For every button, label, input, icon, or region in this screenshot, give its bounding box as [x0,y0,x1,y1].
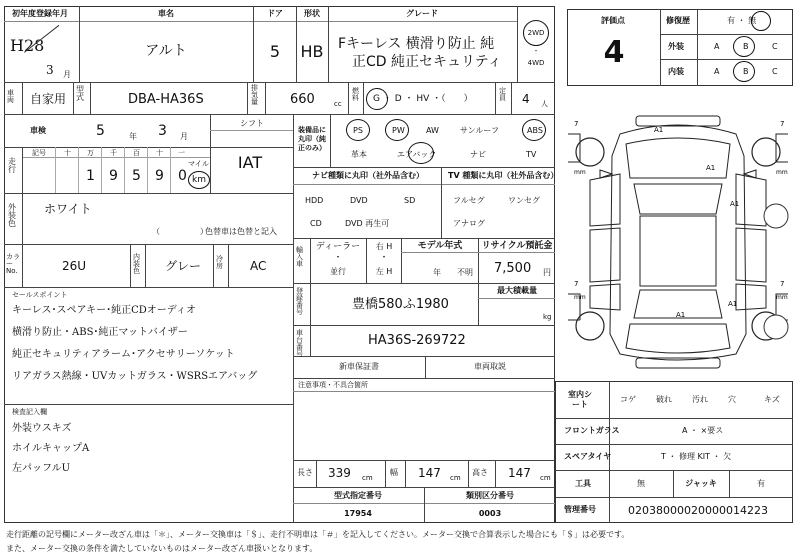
displacement-value: 660 [290,92,315,107]
model-label: 型式 [76,85,84,102]
score-value: 4 [603,35,625,70]
odometer-unit-2: 万 [87,149,94,157]
height-value: 147 [508,466,531,480]
odometer-digit-5: 0 [178,168,187,184]
reg-month: 3 [46,63,54,77]
owner-manual: 車両取説 [474,362,506,371]
use-label: 車両 [7,89,14,104]
odometer-unit-4: 百 [133,149,140,157]
color-no-value: 26U [62,259,87,273]
inspector-note-line: 左パッフルU [12,463,71,474]
ac-label: 冷房 [216,255,223,270]
equipment-option: PW [392,126,405,135]
exterior-grade-option: C [772,42,778,51]
exterior-grade-label: 外装 [668,42,684,51]
interior-b-circle [733,61,755,82]
notes-label: 注意事項・不具合箇所 [298,381,368,389]
color-change-note: 色替車は色替と記入 [205,227,277,236]
doors-label: ドア [267,9,283,18]
navi-type-label: ナビ種類に丸印（社外品含む） [312,171,424,180]
fuel-label: 燃料 [352,87,359,102]
capacity-label: 定員 [499,87,506,102]
chassis-label: 車台番号 [296,329,303,358]
max-load-label: 最大積載量 [497,286,537,295]
repair-label: 修復歴 [666,16,690,25]
inspector-notes-label: 検査記入欄 [12,408,47,416]
recycle-value: 7,500 [494,261,532,276]
km-label: km [192,175,206,185]
management-number-value: 02038000020000014223 [628,504,768,517]
sales-point-line: リアガラス熱線・UVカットガラス・WSRSエアバッグ [12,371,258,382]
equipment-option: ナビ [470,150,486,159]
navi-option: DVD 再生可 [345,219,390,228]
equipment-option: サンルーフ [460,126,499,135]
seat-condition-option: 破れ [656,395,672,404]
inspector-note-line: 外装ウスキズ [12,423,72,434]
depth-value-label: 7 [780,120,785,128]
import-dot-1: ・ [333,253,343,263]
width-label: 幅 [390,468,398,477]
drive-2wd: 2WD [527,29,545,37]
depth-value-label: 7 [780,280,785,288]
import-label: 輸入車 [296,246,303,268]
exterior-grade-option: B [743,42,749,51]
reg-era: H28 [10,36,45,55]
odometer-unit-3: 千 [110,149,117,157]
model-year-value: 不明 [457,268,473,277]
capacity-value: 4 [522,92,530,106]
repair-circle [751,11,771,31]
equipment-option: エアバック [397,150,437,159]
equipment-option: 革本 [351,150,367,159]
spare-tire-value: T ・ 修理 KIT ・ 欠 [661,452,732,461]
length-unit: cm [362,474,373,482]
depth-value-label: 7 [574,280,579,288]
import-rh: 右 H [375,242,393,251]
max-load-unit: kg [543,313,552,321]
shift-value: IAT [237,153,263,172]
car-name: アルト [145,43,187,59]
type-designation-label: 型式指定番号 [334,491,382,500]
body-type-value: HB [300,42,324,61]
navi-option: SD [404,196,416,205]
color-change-paren: （ ） [152,227,208,236]
damage-mark-a1: A1 [706,164,716,172]
depth-mm-label: mm [776,169,788,176]
length-label: 長さ [297,468,313,477]
chassis-value: HA36S-269722 [368,333,466,348]
length-value: 339 [328,466,351,480]
odometer-digit-3: 5 [132,168,141,184]
tools-label: 工具 [575,479,591,488]
damage-mark-a1: A1 [654,126,664,134]
exterior-color-value: ホワイト [44,202,92,216]
odometer-digit-4: 9 [155,168,164,184]
equipment-option: ABS [527,126,543,135]
grade-line-2: 正CD 純正セキュリティ [352,54,502,70]
doors-value: 5 [269,42,281,61]
exterior-color-label: 外装色 [8,203,16,228]
drive-dot: ・ [532,47,540,55]
body-type-label: 形状 [304,9,320,18]
spare-tire-label: スペアタイヤ [564,452,612,461]
seat-condition-option: 汚れ [692,395,708,404]
reg-year-label: 初年度登録年月 [12,9,68,18]
displacement-label: 排気量 [251,84,258,106]
drive-4wd: 4WD [527,59,545,67]
tv-type-label: TV 種類に丸印（社外品含む） [448,171,559,180]
equipment-option: PS [353,126,363,135]
capacity-unit: 人 [541,100,548,108]
equipment-pw-circle [385,119,409,141]
odometer-unit-5: 十 [156,149,163,157]
inspection-label: 車検 [30,126,46,135]
navi-option: DVD [350,196,368,205]
interior-color-value: グレー [165,259,202,273]
management-number-label: 管理番号 [564,505,596,514]
windshield-value: A ・ ×要ス [682,426,724,435]
interior-grade-option: C [772,67,778,76]
depth-mm-label: mm [574,294,586,301]
model-year-unit: 年 [433,268,441,277]
width-unit: cm [450,474,461,482]
cc-unit: cc [334,100,342,108]
interior-grade-label: 内装 [668,67,684,76]
depth-mm-label: mm [776,294,788,301]
import-parallel: 並行 [330,267,346,276]
grade-line-1: Fキーレス 横滑り防止 純 [338,36,495,52]
equipment-option: TV [526,150,537,159]
equipment-abs-circle [522,119,546,141]
windshield-label: フロントガラス [564,426,620,435]
grade-label: グレード [406,9,438,18]
navi-option: HDD [305,196,324,205]
model-value: DBA-HA36S [128,92,204,107]
mile-label: マイル [188,160,209,168]
odometer-digit-1: 1 [86,168,95,184]
fuel-options: G ・ D ・ HV ・（ ） [373,94,473,104]
inspector-note-line: ホイルキャップA [12,443,90,454]
inspection-year: 5 [96,123,105,139]
type-designation-value: 17954 [344,509,372,518]
import-dealer: ディーラー [315,242,361,252]
height-unit: cm [540,474,551,482]
depth-mm-label: mm [574,169,586,176]
navi-option: CD [310,219,322,228]
equipment-label: 装備品に丸印（純正のみ） [298,126,326,152]
sales-point-line: 横滑り防止・ABS･純正マットバイザー [12,327,188,338]
tv-option: アナログ [453,219,485,228]
footer-line-2: また、メーター交換の条件を満たしていないものはメーター改ざん車扱いとなります。 [6,544,318,553]
sales-point-line: キーレス･スペアキー･純正CDオーディオ [12,305,196,316]
reg-number-label: 登録番号 [296,287,303,316]
odometer-unit-6: 一 [178,149,185,157]
interior-color-label: 内装色 [133,253,140,275]
recycle-unit: 円 [543,268,551,277]
color-no-label: カラーNo. [6,253,20,275]
odometer-label: 走行 [8,157,16,174]
inspection-month-unit: 月 [180,132,188,141]
class-number-label: 類別区分番号 [466,491,514,500]
warranty-book: 新車保証書 [339,362,379,371]
tv-option: ワンセグ [508,196,540,205]
class-number-value: 0003 [478,509,502,518]
equipment-ps-circle [346,119,370,141]
model-year-label: モデル年式 [417,241,463,251]
damage-mark-a1: A1 [730,200,740,208]
car-damage-diagram [560,104,796,382]
footer-line-1: 走行距離の記号欄にメーター改ざん車は「＊」、メーター交換車は「＄」、走行不明車は「＃」を記入してください。メーター交換で合算表示した場合にも「＄」は必要です。 [6,530,630,539]
equipment-option: AW [426,126,439,135]
import-lh: 左 H [375,267,393,276]
jack-label: ジャッキ [685,479,717,488]
equipment-airbag-circle [408,142,434,164]
damage-mark-a1: A1 [676,311,686,319]
reg-month-unit: 月 [63,70,71,79]
score-label: 評価点 [601,16,625,25]
tv-option: フルセグ [453,196,485,205]
odometer-digit-2: 9 [109,168,118,184]
tools-value: 無 [637,479,645,488]
use-value: 自家用 [30,92,67,106]
damage-mark-a1: A1 [728,300,738,308]
width-value: 147 [418,466,441,480]
recycle-label: リサイクル預託金 [481,241,553,251]
reg-number-value: 豊橋580ふ1980 [352,297,449,312]
depth-value-label: 7 [574,120,579,128]
odometer-unit-1: 十 [64,149,71,157]
exterior-b-circle [733,36,755,57]
ac-value: AC [250,259,267,273]
inspection-year-unit: 年 [129,132,137,141]
sales-points-label: セールスポイント [12,291,68,299]
odometer-unit-0: 記号 [32,149,46,157]
seat-condition-option: 穴 [728,395,736,404]
exterior-grade-option: A [714,42,720,51]
seat-condition-option: コゲ [620,395,636,404]
seat-condition-option: キズ [764,395,780,404]
sales-point-line: 純正セキュリティアラーム･アクセサリーソケット [12,349,235,360]
interior-grade-option: A [714,67,720,76]
shift-label: シフト [240,119,264,128]
import-dot-2: ・ [379,253,389,263]
jack-value: 有 [757,479,765,488]
car-name-label: 車名 [158,9,174,18]
repair-value: 有 ・ 無 [727,16,757,25]
interior-grade-option: B [743,67,749,76]
inspection-month: 3 [158,123,167,139]
seat-label: 室内シート [568,390,592,410]
height-label: 高さ [472,468,488,477]
